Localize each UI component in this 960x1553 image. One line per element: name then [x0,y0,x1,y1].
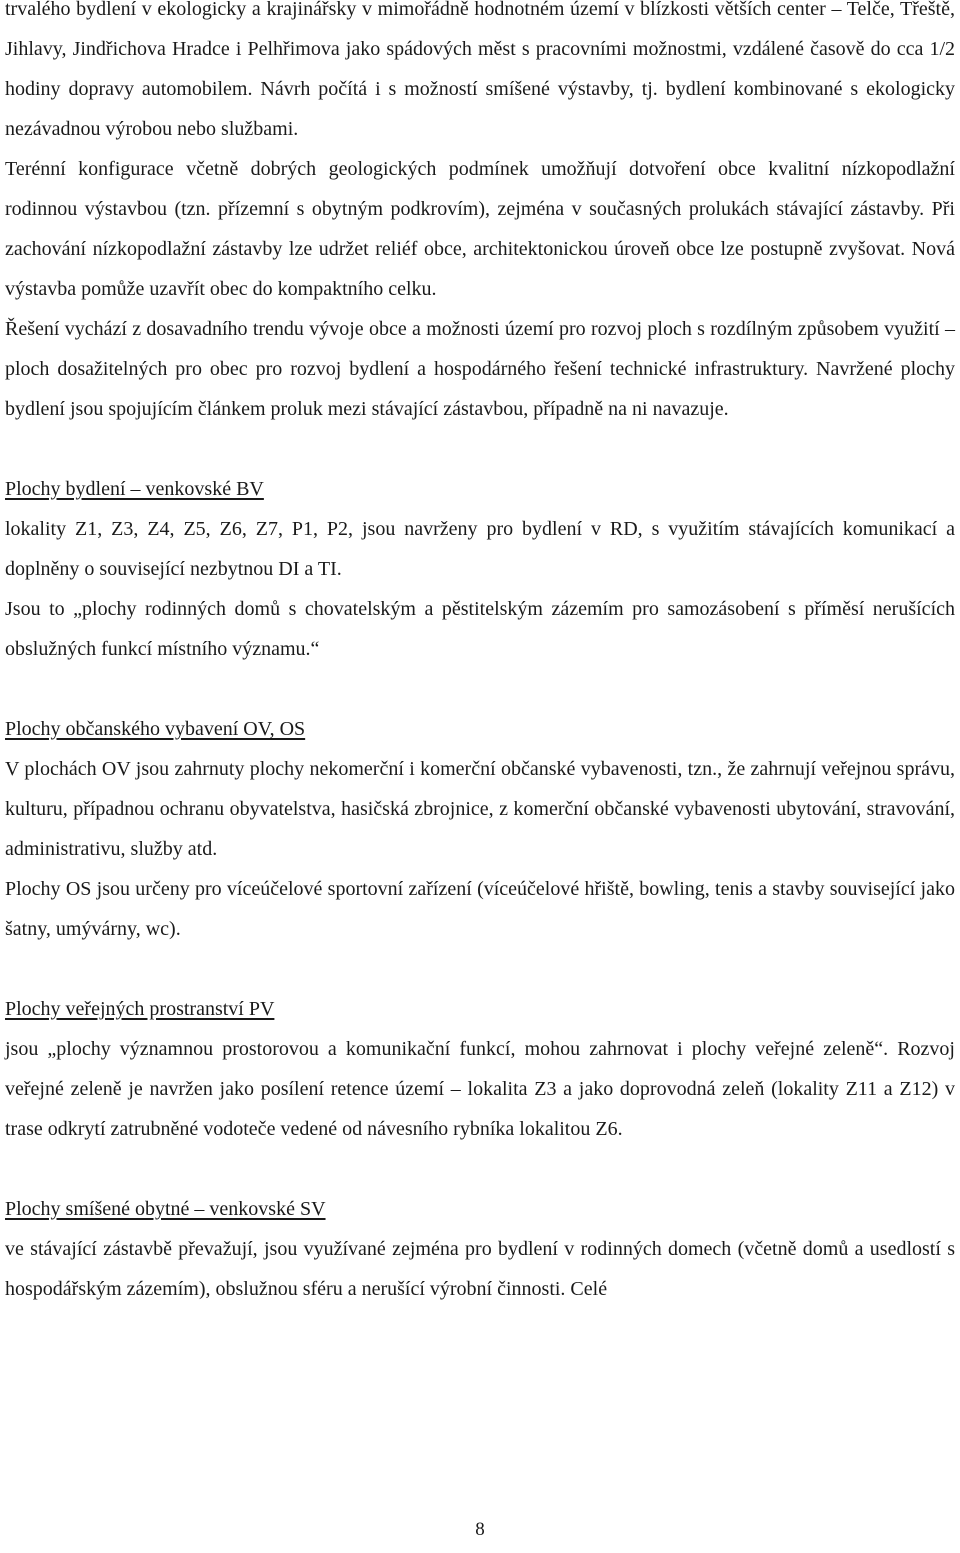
spacer [5,669,955,709]
paragraph-intro-continued: trvalého bydlení v ekologicky a krajinářsky v mimořádně hodnotném území v blízkosti větších center – Telče, Třeště, Jihlavy, Jindřichova Hradce i Pelhřimova jako spádových měst s pracovními možnostmi, vzdálené časově do cca 1/2 hodiny dopravy automobilem. Návrh počítá i s možností smíšené výstavby, tj. bydlení kombinované s ekologicky nezávadnou výrobou nebo službami. [5,0,955,140]
section-paragraph: ve stávající zástavbě převažují, jsou využívané zejména pro bydlení v rodinných domech (včetně domů a usedlostí s hospodářským zázemím), obslužnou sféru a nerušící výrobní činnosti. Celé [5,1238,955,1300]
spacer [5,949,955,989]
paragraph-solution: Řešení vychází z dosavadního trendu vývoje obce a možnosti území pro rozvoj ploch s rozdílným způsobem využití – ploch dosažitelných pro obec pro rozvoj bydlení a hospodárného řešení technické infrastruktury. Navržené plochy bydlení jsou spojujícím článkem proluk mezi stávající zástavbou, případně na ni navazuje. [5,318,955,420]
section-paragraph: lokality Z1, Z3, Z4, Z5, Z6, Z7, P1, P2, jsou navrženy pro bydlení v RD, s využitím stávajících komunikací a doplněny o související nezbytnou DI a TI. [5,518,955,580]
section-heading: Plochy smíšené obytné – venkovské SV [5,1198,326,1220]
section-paragraph: jsou „plochy významnou prostorovou a komunikační funkcí, mohou zahrnovat i plochy veřejné zeleně“. Rozvoj veřejné zeleně je navržen jako posílení retence území – lokalita Z3 a jako doprovodná zeleň (lokality Z11 a Z12) v trase odkrytí zatrubněné vodoteče vedené od návesního rybníka lokalitou Z6. [5,1038,955,1140]
section-heading: Plochy bydlení – venkovské BV [5,478,264,500]
paragraph-terrain: Terénní konfigurace včetně dobrých geologických podmínek umožňují dotvoření obce kvalitní nízkopodlažní rodinnou výstavbou (tzn. přízemní s obytným podkrovím), zejména v současných prolukách stávající zástavby. Při zachování nízkopodlažní zástavby lze udržet reliéf obce, architektonickou úroveň obce lze postupně zvyšovat. Nová výstavba pomůže uzavřít obec do kompaktního celku. [5,158,955,300]
section-paragraph: Jsou to „plochy rodinných domů s chovatelským a pěstitelským zázemím pro samozásobení s příměsí nerušících obslužných funkcí místního významu.“ [5,598,955,660]
section-paragraph: Plochy OS jsou určeny pro víceúčelové sportovní zařízení (víceúčelové hřiště, bowling, tenis a stavby související jako šatny, umývárny, wc). [5,878,955,940]
spacer [5,1149,955,1189]
section-obcanske-vybaveni [5,709,955,949]
section-paragraph: V plochách OV jsou zahrnuty plochy nekomerční i komerční občanské vybavenosti, tzn., že zahrnují veřejnou správu, kulturu, případnou ochranu obyvatelstva, hasičská zbrojnice, z komerční občanské vybavenosti ubytování, stravování, administrativu, služby atd. [5,758,955,860]
section-bydleni [5,469,955,669]
section-smisene-obytne [5,1189,955,1309]
section-verejna-prostranstvi [5,989,955,1149]
spacer [5,429,955,469]
section-heading: Plochy občanského vybavení OV, OS [5,718,306,740]
page-number: 8 [475,1519,485,1540]
section-heading: Plochy veřejných prostranství PV [5,998,275,1020]
